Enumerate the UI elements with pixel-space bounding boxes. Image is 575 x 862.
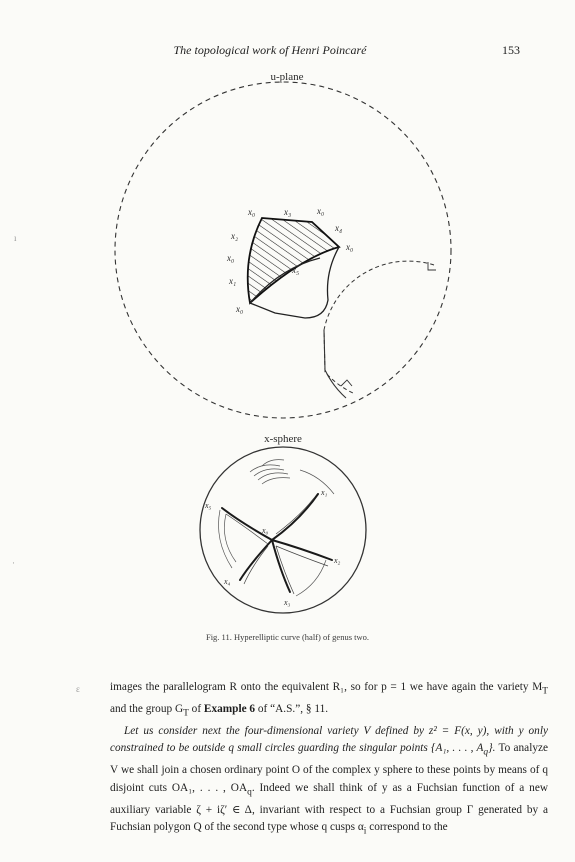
running-title: The topological work of Henri Poincaré [173, 43, 367, 57]
cuts [222, 494, 332, 592]
p1-of: of [188, 702, 204, 715]
right-angle-mark-2 [341, 380, 352, 386]
p2-italic: Let us consider next the four-dimensional variety V defined by z² = F(x, y), with y only constrained to be outside q small circles guarding the singular points {A₁, . . . , A [110, 724, 548, 755]
label-x0-top-left: x₀ [248, 207, 256, 217]
figure-caption: Fig. 11. Hyperelliptic curve (half) of genus two. [205, 632, 370, 642]
paragraph-2 [110, 723, 548, 841]
p2-rest-2: . Indeed we shall think of y as a Fuchsian function of a new auxiliary variable ζ + iζ′ ∈ Δ, invariant with respect to a Fuchsian group Γ generated by a Fuchsian polygon Q of the second type whose q cusps α [110, 781, 548, 834]
label-x3: x₃ [284, 207, 292, 217]
cut-x2 [272, 540, 332, 560]
p1-text: images the parallelogram R onto the equivalent R₁, so for p = 1 we have again the variety M [110, 681, 543, 693]
label-x0-right: x₀ [346, 242, 354, 252]
margin-mark: · [12, 558, 15, 568]
page-number: 153 [502, 43, 520, 57]
margin-mark: ɛ [76, 684, 80, 694]
label-x1: x₁ [229, 276, 237, 286]
p2-rest-end: correspond to the [366, 821, 448, 834]
sphere-label-x1: x₁ [321, 488, 328, 497]
cut-x4 [240, 540, 272, 580]
x-sphere-circle [200, 447, 366, 613]
label-x5: x₅ [292, 265, 300, 275]
label-x2: x₂ [231, 231, 239, 241]
sphere-label-x4: x₄ [224, 577, 231, 586]
sphere-label-x3: x₃ [284, 598, 291, 607]
p2-rest: To analyze V we shall join a chosen ordinary point O of the complex y sphere to these points by means of q disjoint cuts OA₁, . . . , OA [110, 742, 549, 794]
p1-sub2: T [183, 708, 189, 719]
p2-rest-sub: q [247, 786, 252, 797]
u-plane-label: u-plane [270, 71, 304, 83]
p2-italic-sub: q [483, 747, 489, 758]
sphere-label-x0: x₀ [262, 526, 269, 535]
cut-x1 [272, 494, 318, 540]
p1-sub: T [542, 686, 548, 697]
p1-mid: and the group G [110, 702, 184, 715]
p1-end: of “A.S.”, § 11. [255, 702, 329, 715]
label-x0-bottom: x₀ [236, 304, 244, 314]
paragraph-1 [110, 679, 548, 723]
p2-rest-sub2: i [363, 826, 367, 837]
orthogonal-arc-solid [324, 330, 346, 398]
p2-italic-end: }. [488, 742, 496, 755]
x-sphere-label: x-sphere [264, 433, 302, 445]
orthogonal-arc-dashed [324, 261, 434, 393]
sphere-label-x2: x₂ [334, 556, 341, 565]
cut-x5 [222, 508, 272, 540]
sphere-shading [219, 460, 335, 596]
body-text [110, 679, 548, 841]
sphere-label-x5: x₅ [205, 501, 212, 510]
p1-bold: Example 6 [203, 702, 256, 715]
label-x0-top-right: x₀ [317, 206, 325, 216]
label-x0-left: x₀ [227, 253, 235, 263]
margin-mark: ı [14, 233, 17, 243]
right-angle-mark-1 [428, 262, 436, 270]
label-x4: x₄ [335, 223, 343, 233]
